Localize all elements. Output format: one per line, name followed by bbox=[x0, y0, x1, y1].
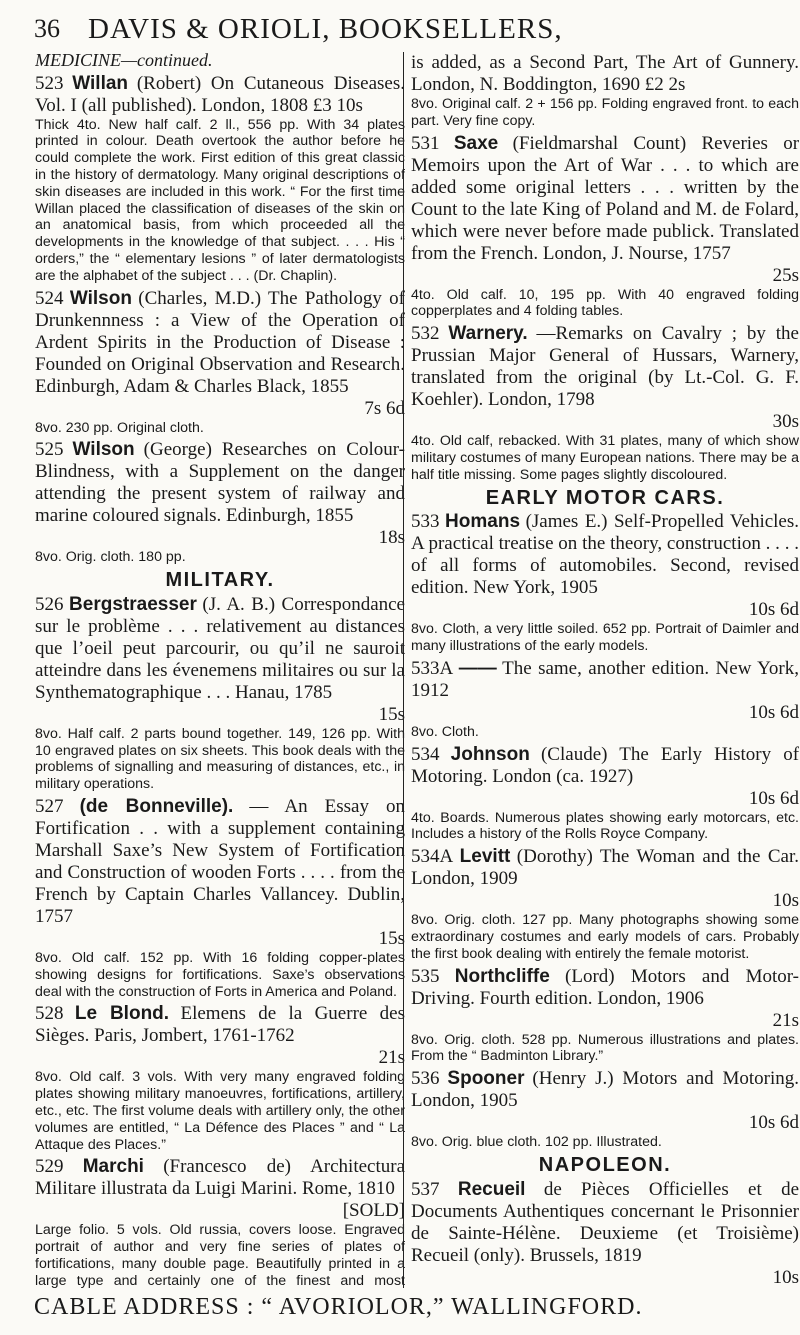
entry-price: 21s bbox=[772, 1009, 799, 1031]
entry-title: —Remarks on Cavalry ; by the Prussian Major General of Hussars, Warnery, translated from the original (by Lt.-Col. G. F. Koehler). London, 1798 bbox=[411, 323, 799, 411]
entry-number: 532 bbox=[411, 323, 440, 345]
entry-title: The same, another edition. New York, 1912 bbox=[411, 657, 799, 701]
catalogue-entry bbox=[35, 288, 405, 437]
entry-price: 18s bbox=[378, 527, 405, 549]
entry-number: 533 bbox=[411, 511, 440, 533]
entry-author: Recueil bbox=[457, 1178, 526, 1200]
entry-number: 534A bbox=[411, 846, 454, 868]
entry-details: 8vo. Cloth. bbox=[411, 723, 479, 740]
entry-number: 529 bbox=[35, 1156, 64, 1178]
catalogue-entry bbox=[35, 73, 405, 285]
entry-author: Willan bbox=[72, 72, 129, 94]
entry-title: Elemens de la Guerre des Sièges. Paris, Jombert, 1761-1762 bbox=[35, 1003, 405, 1047]
catalogue-entry bbox=[35, 439, 405, 566]
catalogue-entry bbox=[411, 744, 799, 844]
entry-title: (Lord) Motors and Motor-Driving. Fourth edition. London, 1906 bbox=[411, 965, 799, 1009]
entry-price: 15s bbox=[378, 703, 405, 725]
entry-title: (James E.) Self-Propelled Vehicles. A practical treatise on the theory, construction . . . . of all forms of automobiles. Second, revised edition. New York, 1905 bbox=[411, 511, 799, 599]
entry-details: Large folio. 5 vols. Old russia, covers loose. Engraved portrait of author and very fine series of plates of fortifications, many double page. Beautifully printed in a large type and certainly one of the finest and most bbox=[35, 1222, 405, 1288]
entry-details: 8vo. Original calf. 2 + 156 pp. Folding engraved front. to each part. Very fine copy. bbox=[411, 96, 799, 129]
entry-details: 4to. Boards. Numerous plates showing early motorcars, etc. Includes a history of the Rolls Royce Company. bbox=[411, 809, 799, 843]
catalogue-entry bbox=[35, 1003, 405, 1153]
entry-title: (George) Researches on Colour-Blindness, with a Supplement on the danger attending the present system of railway and marine coloured signals. Edinburgh, 1855 bbox=[35, 439, 405, 527]
entry-author: Wilson bbox=[72, 439, 135, 461]
section-heading-military: MILITARY. bbox=[165, 569, 275, 592]
entry-number: 536 bbox=[411, 1068, 440, 1090]
catalogue-entry-continuation bbox=[411, 52, 799, 130]
entry-number: 523 bbox=[35, 72, 64, 94]
catalogue-entry bbox=[411, 658, 799, 741]
entry-details: 8vo. Old calf. 3 vols. With very many engraved folding plates showing military manoeuvres, fortifications, artillery, etc., etc. The first volume deals with artillery only, the other volumes are entitled, “ La Défence des Places ” and “ La Attaque des Places.” bbox=[35, 1069, 405, 1153]
entry-title: (Claude) The Early History of Motoring. London (ca. 1927) bbox=[411, 743, 799, 787]
catalogue-entry bbox=[411, 846, 799, 962]
entry-author: Homans bbox=[445, 511, 521, 533]
running-head: DAVIS & ORIOLI, BOOKSELLERS, bbox=[88, 12, 563, 45]
entry-number: 533A bbox=[411, 657, 454, 679]
entry-author: Johnson bbox=[450, 743, 530, 765]
entry-author: Spooner bbox=[447, 1068, 525, 1090]
entry-title: — An Essay on Fortification . . with a supplement containing Marshall Saxe’s New System of Fortification and Construction of wooden Forts . . . . from the French by Captain Charles Vallancey. Dublin, 1757 bbox=[35, 795, 405, 927]
entry-title: (Fieldmarshal Count) Reveries or Memoirs upon the Art of War . . . to which are added some original letters . . . written by the Count to the late King of Poland and M. de Folard, which were never before made publick. Translated from the French. London, J. Nourse, 1757 bbox=[411, 132, 799, 264]
entry-title: (Francesco de) Architectura Militare illustrata da Luigi Marini. Rome, 1810 bbox=[35, 1156, 405, 1200]
entry-details: 8vo. Orig. cloth. 180 pp. bbox=[35, 549, 186, 566]
entry-number: 537 bbox=[411, 1178, 440, 1200]
entry-details: 8vo. Old calf. 152 pp. With 16 folding copper-plates showing designs for fortifications. Saxe’s observations deal with the construction of Forts in America and Poland. bbox=[35, 949, 405, 1000]
page-header bbox=[34, 8, 800, 50]
entry-title: (Robert) On Cutaneous Diseases. Vol. I (all published). London, 1808 £3 10s bbox=[35, 72, 405, 116]
entry-number: 531 bbox=[411, 132, 440, 154]
entry-details: 4to. Old calf. 10, 195 pp. With 40 engraved folding copperplates and 4 folding tables. bbox=[411, 286, 799, 320]
continuation-heading: MEDICINE—continued. bbox=[35, 52, 213, 70]
page-number: 36 bbox=[34, 14, 60, 43]
entry-author: (de Bonneville). bbox=[79, 795, 234, 817]
entry-author: Le Blond. bbox=[74, 1003, 170, 1025]
entry-title: de Pièces Officielles et de Documents Authentiques concernant le Prisonnier de Sainte-Hélène. Deuxieme (et Troisième) Recueil (only). Brussels, 1819 bbox=[411, 1178, 799, 1266]
entry-price: 21s bbox=[378, 1047, 405, 1069]
entry-price: 25s bbox=[772, 264, 799, 286]
entry-price: 10s bbox=[772, 890, 799, 912]
entry-price: 10s 6d bbox=[748, 701, 799, 723]
entry-title: (J. A. B.) Correspondance sur le problème . . . relativement au distances que l’oeil peut parcourir, ou qu’il ne sauroit atteindre dans les évenemens militaires ou sur la Synthematographique . . . Hanau, 1785 bbox=[35, 593, 405, 703]
entry-price: 10s 6d bbox=[748, 787, 799, 809]
page-footer: CABLE ADDRESS : “ AVORIOLOR,” WALLINGFORD. bbox=[34, 1294, 643, 1320]
entry-number: 527 bbox=[35, 795, 64, 817]
entry-price: 15s bbox=[378, 927, 405, 949]
entry-price: 30s bbox=[772, 411, 799, 433]
entry-details: 8vo. Orig. cloth. 127 pp. Many photographs showing some extraordinary costumes and early models of cars. Probably the first book dealing with entirely the female motorist. bbox=[411, 912, 799, 962]
entry-price: [SOLD] bbox=[342, 1200, 405, 1222]
entry-author: Levitt bbox=[459, 846, 511, 868]
entry-author: Saxe bbox=[453, 132, 499, 154]
entry-details: 8vo. Cloth, a very little soiled. 652 pp. Portrait of Daimler and many illustrations of the early models. bbox=[411, 621, 799, 654]
entry-author: Wilson bbox=[69, 287, 132, 309]
entry-author: Bergstraesser bbox=[69, 593, 197, 615]
entry-details: 8vo. 230 pp. Original cloth. bbox=[35, 419, 204, 436]
entry-price: 10s 6d bbox=[748, 599, 799, 621]
left-column bbox=[35, 52, 405, 1288]
catalogue-entry bbox=[35, 1156, 405, 1288]
entry-number: 534 bbox=[411, 743, 440, 765]
catalogue-entry bbox=[411, 1068, 799, 1151]
entry-number: 524 bbox=[35, 287, 64, 309]
entry-number: 525 bbox=[35, 439, 64, 461]
catalogue-entry bbox=[411, 511, 799, 655]
entry-title: (Henry J.) Motors and Motoring. London, 1905 bbox=[411, 1068, 799, 1112]
entry-author: Northcliffe bbox=[454, 965, 550, 987]
entry-title: (Dorothy) The Woman and the Car. London, 1909 bbox=[411, 846, 799, 890]
entry-price: 10s bbox=[772, 1266, 799, 1288]
catalogue-entry bbox=[411, 966, 799, 1066]
entry-author: Warnery. bbox=[448, 323, 528, 345]
catalogue-entry bbox=[411, 133, 799, 321]
entry-number: 528 bbox=[35, 1003, 64, 1025]
entry-author: —— bbox=[458, 657, 497, 679]
entry-number: 535 bbox=[411, 965, 440, 987]
right-column bbox=[403, 52, 799, 1288]
section-heading-napoleon: NAPOLEON. bbox=[538, 1153, 672, 1176]
entry-title: is added, as a Second Part, The Art of Gunnery. London, N. Boddington, 1690 £2 2s bbox=[411, 52, 799, 95]
entry-title: (Charles, M.D.) The Pathology of Drunkennness : a View of the Operation of Ardent Spirits in the Production of Disease : Founded on Original Observation and Research. Edinburgh, Adam & Charles Black, 1855 bbox=[35, 287, 405, 397]
entry-price: 7s 6d bbox=[364, 397, 405, 419]
entry-details: 8vo. Orig. blue cloth. 102 pp. Illustrated. bbox=[411, 1134, 662, 1151]
entry-details: 8vo. Orig. cloth. 528 pp. Numerous illustrations and plates. From the “ Badminton Library.” bbox=[411, 1031, 799, 1065]
entry-number: 526 bbox=[35, 593, 64, 615]
section-heading-early-motor-cars: EARLY MOTOR CARS. bbox=[485, 486, 725, 509]
catalogue-entry bbox=[35, 796, 405, 1000]
entry-details: Thick 4to. New half calf. 2 ll., 556 pp. With 34 plates printed in colour. Death overtook the author before he could complete the work. First edition of this great classic in the history of dermatology. Many original descriptions of skin diseases are included in this work. “ For the first time Willan placed the classification of diseases of the skin on an anatomical basis, from which proceeded all the developments in the knowledge of that subject. . . . His “ orders,” the “ elementary lesions ” of later dermatologists are the alphabet of the subject . . . (Dr. Chaplin). bbox=[35, 116, 405, 284]
entry-author: Marchi bbox=[82, 1156, 144, 1178]
entry-details: 8vo. Half calf. 2 parts bound together. 149, 126 pp. With 10 engraved plates on six sheets. This book deals with the problems of signalling and measuring of distances, etc., in military operations. bbox=[35, 725, 405, 793]
entry-price: 10s 6d bbox=[748, 1112, 799, 1134]
catalogue-entry bbox=[411, 323, 799, 483]
catalogue-entry bbox=[35, 594, 405, 793]
catalogue-entry bbox=[411, 1179, 799, 1288]
entry-details: 4to. Old calf, rebacked. With 31 plates, many of which show military costumes of many European nations. There may be a half title missing. Some pages slightly discoloured. bbox=[411, 433, 799, 483]
